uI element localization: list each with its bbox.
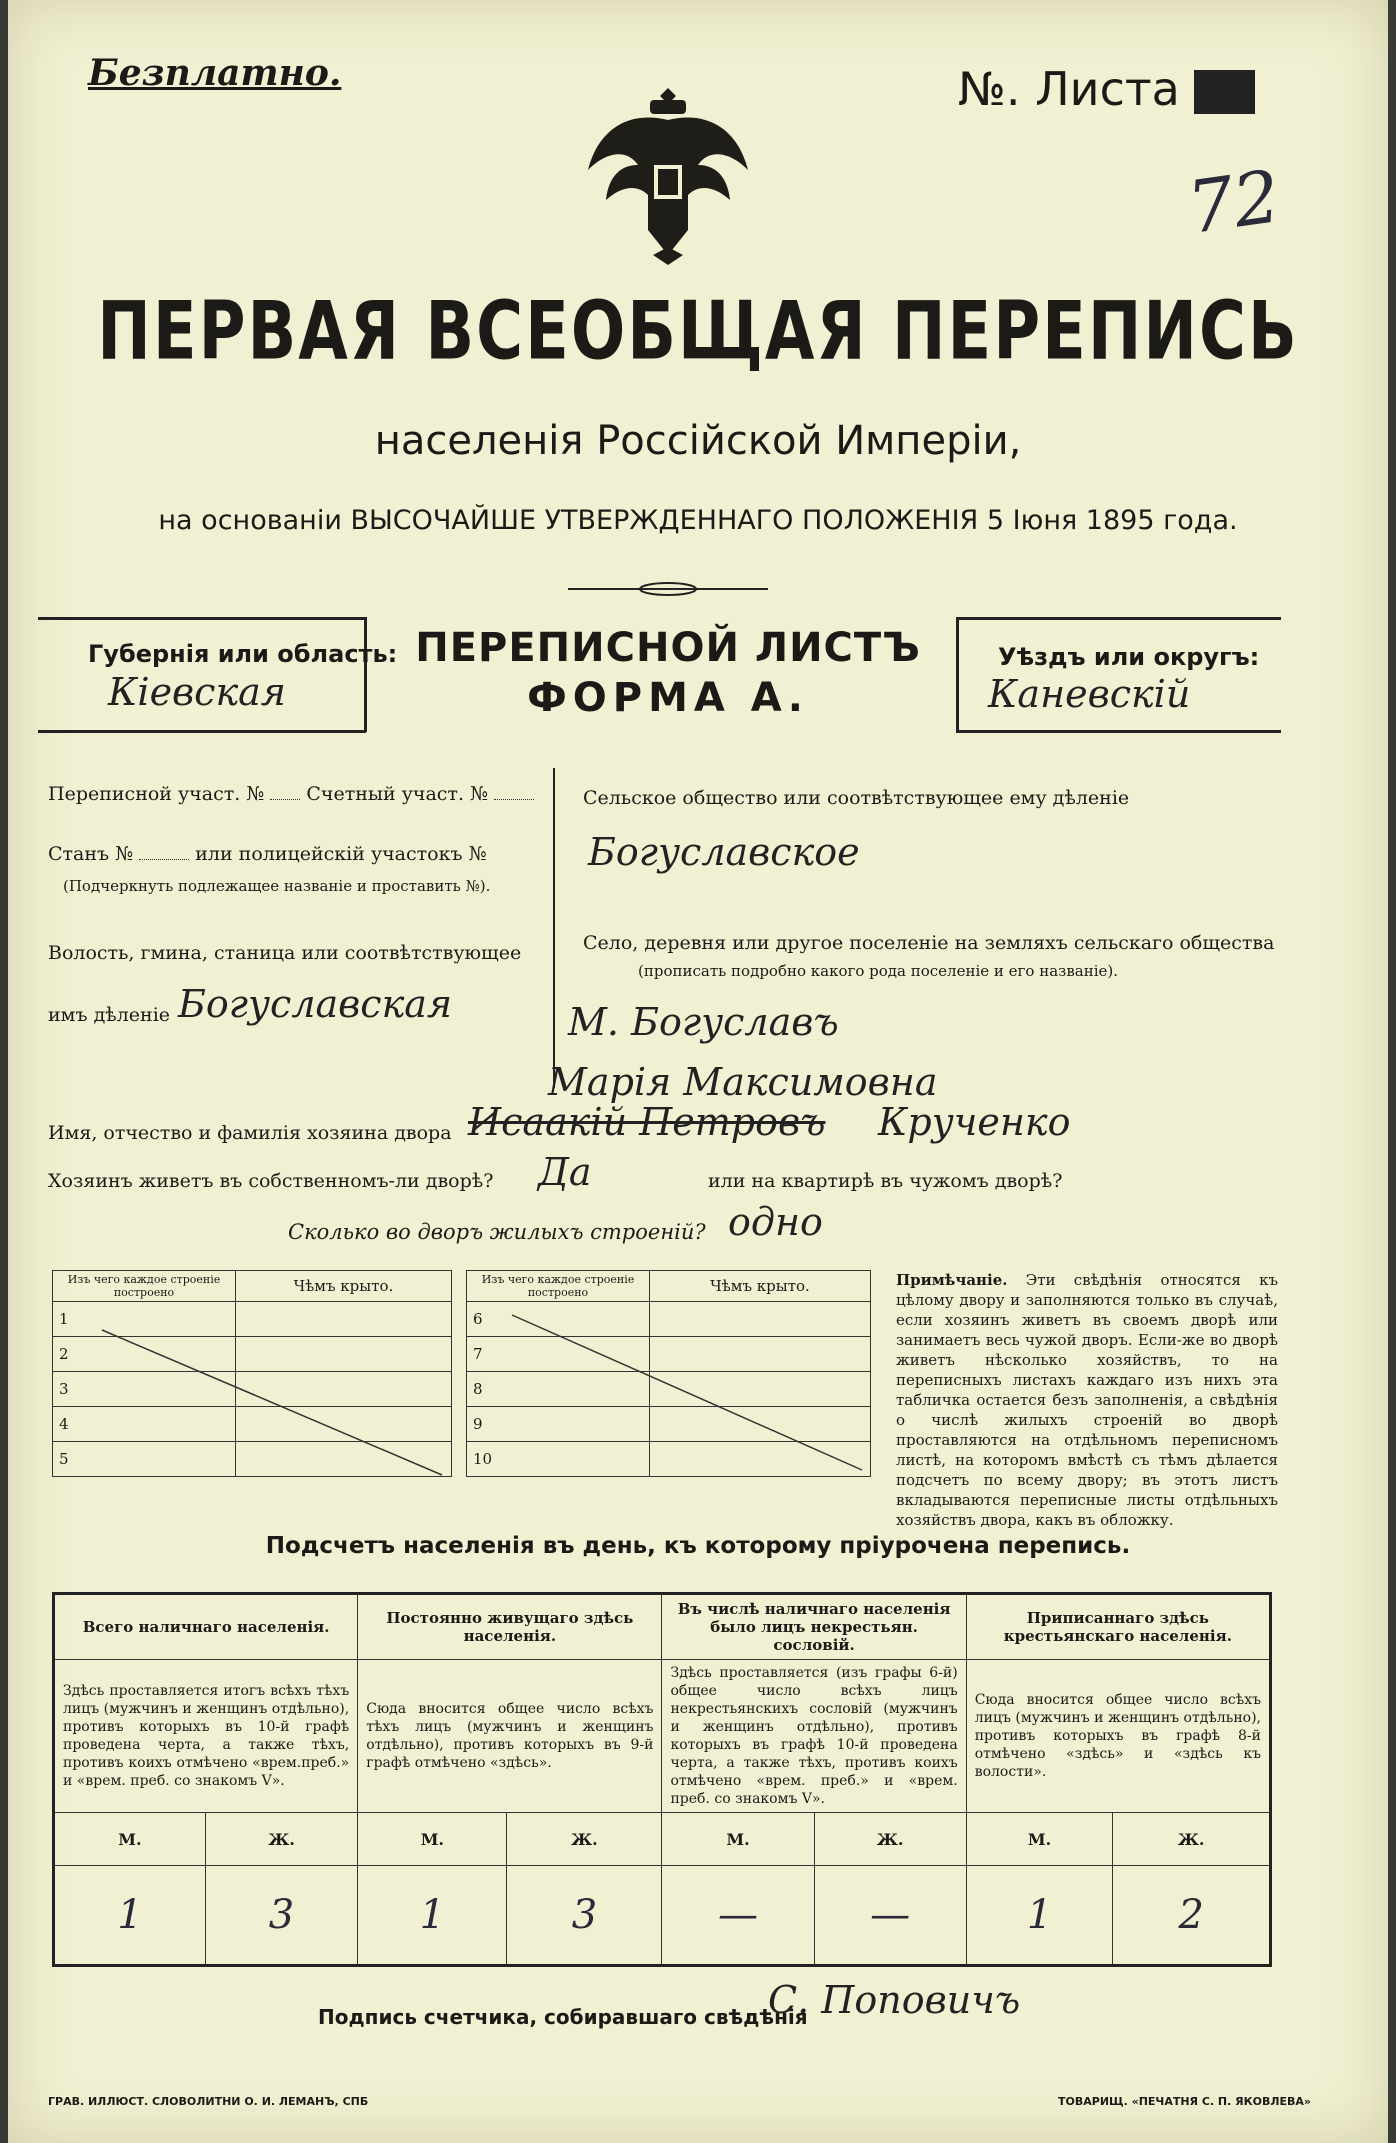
buildings-note: Примѣчаніе. Эти свѣдѣнія относятся къ цѣлому двору и заполняются только въ случаѣ, если хозяинъ живетъ въ своемъ дворѣ или занимаетъ весь чужой дворъ. Если-же во дворѣ живетъ нѣсколько хозяйствъ, то на переписныхъ листахъ каждаго изъ нихъ эта табличка остается безъ заполненія, а свѣдѣнія о числѣ жилыхъ строеній во дворѣ проставляются на отдѣльномъ переписномъ листѣ, на которомъ вмѣстѣ съ тѣмъ дѣлается подсчетъ по всему двору; въ этотъ листъ вкладываются переписные листы отдѣльныхъ хозяйствъ двора, какъ въ обложку. <box>896 1271 1278 1529</box>
building-row: 4 <box>53 1407 236 1442</box>
population-col-head: Всего наличнаго населенія. <box>54 1594 358 1660</box>
header-divider-left <box>364 617 367 732</box>
sheet-number <box>958 62 1255 116</box>
female-header: Ж. <box>1113 1813 1271 1866</box>
sheet-number-handwritten: 72 <box>1182 154 1286 250</box>
owner-struck-name: Исаакій Петровъ <box>468 1100 826 1144</box>
district-value: Каневскій <box>988 672 1191 716</box>
owner-surname: Крученко <box>878 1100 1071 1144</box>
male-header: М. <box>54 1813 206 1866</box>
header-bottom-rule <box>956 730 1281 733</box>
population-female-value: — <box>814 1866 966 1966</box>
material-header: Изъ чего каждое строеніе построено <box>467 1271 650 1302</box>
male-header: М. <box>966 1813 1113 1866</box>
sheet-number-old: 28 <box>1194 70 1254 114</box>
population-male-value: — <box>662 1866 814 1966</box>
volost-value: Богуславская <box>178 982 453 1026</box>
community-label: Сельское общество или соотвѣтствующее ему дѣленіе <box>583 787 1130 809</box>
province-value: Кіевская <box>108 670 286 714</box>
population-col-head: Приписаннаго здѣсь крестьянскаго населенія. <box>966 1594 1270 1660</box>
owner-field: Имя, отчество и фамилія хозяина двора <box>48 1122 452 1144</box>
buildings-answer: одно <box>728 1200 823 1244</box>
census-sheet <box>8 0 1388 2143</box>
printer-imprint-right: ТОВАРИЩ. «ПЕЧАТНЯ С. П. ЯКОВЛЕВА» <box>1058 2095 1311 2108</box>
volost-label: Волость, гмина, станица или соотвѣтствующее <box>48 942 522 964</box>
own-yard-label: Хозяинъ живетъ въ собственномъ-ли дворѣ? <box>48 1170 494 1192</box>
material-header: Изъ чего каждое строеніе построено <box>53 1271 236 1302</box>
page-title: ПЕРВАЯ ВСЕОБЩАЯ ПЕРЕПИСЬ <box>97 285 1299 379</box>
population-col-head: Въ числѣ наличнаго населенія было лицъ некрестьян. сословій. <box>662 1594 966 1660</box>
own-yard-value: Да <box>538 1150 592 1194</box>
female-header: Ж. <box>205 1813 357 1866</box>
fields-divider <box>553 768 555 1088</box>
census-section-field: Переписной участ. № Счетный участ. № <box>48 783 534 805</box>
header-bottom-rule <box>38 730 366 733</box>
building-row: 7 <box>467 1337 650 1372</box>
form-name: ФОРМА А. <box>527 675 809 721</box>
building-row: 8 <box>467 1372 650 1407</box>
header-top-rule <box>38 617 366 620</box>
community-value: Богуславское <box>588 830 860 874</box>
district-label: Уѣздъ или округъ: <box>998 643 1260 671</box>
population-female-value: 3 <box>507 1866 662 1966</box>
population-table <box>52 1592 1272 1967</box>
male-header: М. <box>358 1813 507 1866</box>
buildings-question: Сколько во дворъ жилыхъ строеній? <box>288 1220 706 1244</box>
female-header: Ж. <box>507 1813 662 1866</box>
enumerator-signature: С. Поповичъ <box>768 1978 1021 2022</box>
building-row: 5 <box>53 1442 236 1477</box>
population-title: Подсчетъ населенія въ день, къ которому пріурочена перепись. <box>265 1533 1131 1559</box>
building-row: 3 <box>53 1372 236 1407</box>
stan-field: Станъ № или полицейскій участокъ № <box>48 843 487 865</box>
population-female-value: 3 <box>205 1866 357 1966</box>
volost-label-2: имъ дѣленіе <box>48 1004 171 1026</box>
population-col-desc: Сюда вносится общее число всѣхъ лицъ (мужчинъ и женщинъ отдѣльно), противъ которыхъ въ графѣ 8-й отмѣчено «здѣсь» и «здѣсь къ волости». <box>966 1660 1270 1813</box>
population-male-value: 1 <box>966 1866 1113 1966</box>
rent-label: или на квартирѣ въ чужомъ дворѣ? <box>708 1170 1063 1192</box>
population-col-desc: Здѣсь проставляется итогъ всѣхъ тѣхъ лицъ (мужчинъ и женщинъ отдѣльно), противъ которыхъ въ 10-й графѣ проведена черта, а также тѣхъ, противъ коихъ отмѣчено «врем.преб.» и «врем. преб. со знакомъ V». <box>54 1660 358 1813</box>
form-title: ПЕРЕПИСНОЙ ЛИСТЪ <box>415 625 921 671</box>
owner-correction: Марія Максимовна <box>548 1060 938 1104</box>
province-label: Губернія или область: <box>88 640 398 668</box>
double-headed-eagle-emblem <box>568 70 768 270</box>
sheet-number-label: №. Листа <box>958 62 1180 116</box>
roof-header: Чѣмъ крыто. <box>236 1271 452 1302</box>
male-header: М. <box>662 1813 814 1866</box>
population-male-value: 1 <box>54 1866 206 1966</box>
header-top-rule <box>956 617 1281 620</box>
building-row: 9 <box>467 1407 650 1442</box>
legal-basis: на основаніи ВЫСОЧАЙШЕ УТВЕРЖДЕННАГО ПОЛОЖЕНІЯ 5 Іюня 1895 года. <box>158 505 1238 536</box>
enumerator-signature-label: Подпись счетчика, собиравшаго свѣдѣнія <box>318 2005 808 2029</box>
population-female-value: 2 <box>1113 1866 1271 1966</box>
building-row: 2 <box>53 1337 236 1372</box>
underline-note: (Подчеркнуть подлежащее названіе и проставить №). <box>63 877 491 895</box>
population-col-desc: Здѣсь проставляется (изъ графы 6-й) общее число всѣхъ лицъ некрестьянскихъ сословій (мужчинъ и женщинъ отдѣльно), противъ которыхъ въ графѣ 10-й проведена черта, а также тѣхъ, противъ коихъ отмѣчено «врем. преб.» и «врем. преб. со знакомъ V». <box>662 1660 966 1813</box>
population-col-desc: Сюда вносится общее число всѣхъ тѣхъ лицъ (мужчинъ и женщинъ отдѣльно), противъ которыхъ въ 9-й графѣ отмѣчено «здѣсь». <box>358 1660 662 1813</box>
village-label: Село, деревня или другое поселеніе на земляхъ сельскаго общества <box>583 932 1275 954</box>
building-row: 6 <box>467 1302 650 1337</box>
buildings-strike-lines <box>52 1270 882 1490</box>
form-title-block <box>368 625 968 721</box>
population-male-value: 1 <box>358 1866 507 1966</box>
village-note: (прописать подробно какого рода поселеніе и его названіе). <box>638 962 1118 980</box>
roof-header: Чѣмъ крыто. <box>650 1271 871 1302</box>
female-header: Ж. <box>814 1813 966 1866</box>
building-row: 10 <box>467 1442 650 1477</box>
population-col-head: Постоянно живущаго здѣсь населенія. <box>358 1594 662 1660</box>
village-value: М. Богуславъ <box>568 1000 839 1044</box>
printer-imprint-left: ГРАВ. ИЛЛЮСТ. СЛОВОЛИТНИ О. И. ЛЕМАНЪ, СПБ <box>48 2095 369 2108</box>
free-label: Безплатно. <box>88 52 342 94</box>
page-subtitle: населенія Россійской Имперіи, <box>374 418 1022 464</box>
ornament-divider <box>568 582 768 596</box>
building-row: 1 <box>53 1302 236 1337</box>
